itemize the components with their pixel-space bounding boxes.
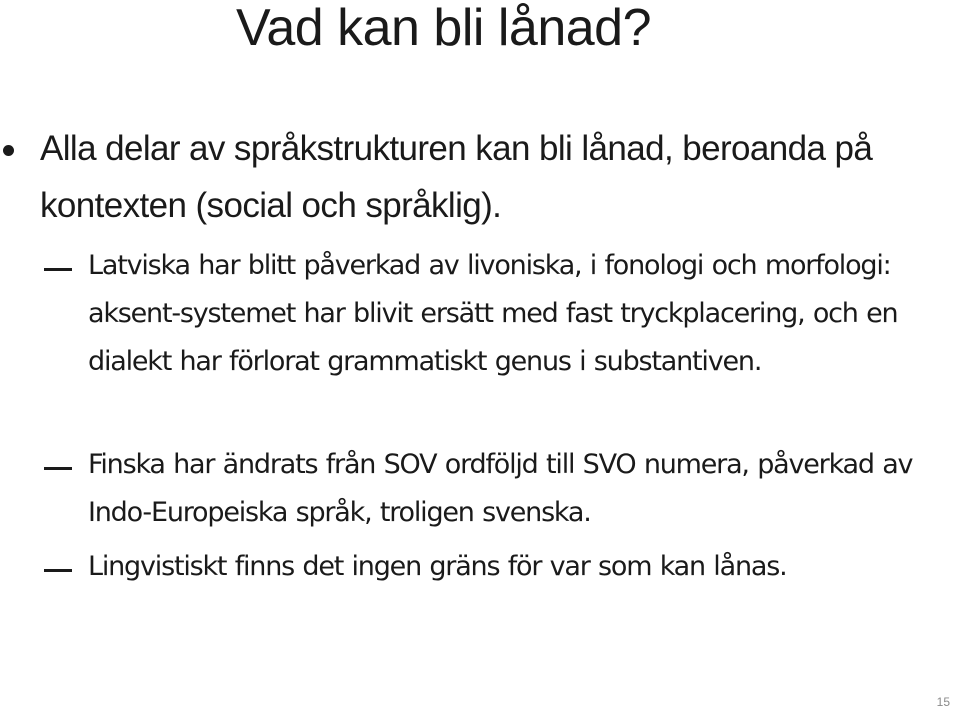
bullet-dot-icon: [3, 145, 14, 156]
dash-icon: [44, 569, 72, 572]
page-number: 15: [936, 695, 950, 709]
sub-bullet-text: Lingvistiskt finns det ingen gräns för var som kan lånas.: [88, 551, 787, 582]
sub-bullet-text: Latviska har blitt påverkad av livoniska, i fonologi och morfologi: aksent-systemet har blivit ersätt med fast tryckplacering, och en dialekt har förlorat grammatiskt genus i substantiven.: [88, 250, 898, 377]
main-bullet-text: Alla delar av språkstrukturen kan bli lånad, beroanda på kontexten (social och språklig).: [40, 129, 873, 225]
dash-icon: [44, 467, 72, 470]
slide-title: Vad kan bli lånad?: [236, 0, 652, 57]
sub-bullet-text: Finska har ändrats från SOV ordföljd till SVO numera, påverkad av Indo-Europeiska språk, troligen svenska.: [88, 449, 913, 528]
dash-icon: [44, 268, 72, 271]
